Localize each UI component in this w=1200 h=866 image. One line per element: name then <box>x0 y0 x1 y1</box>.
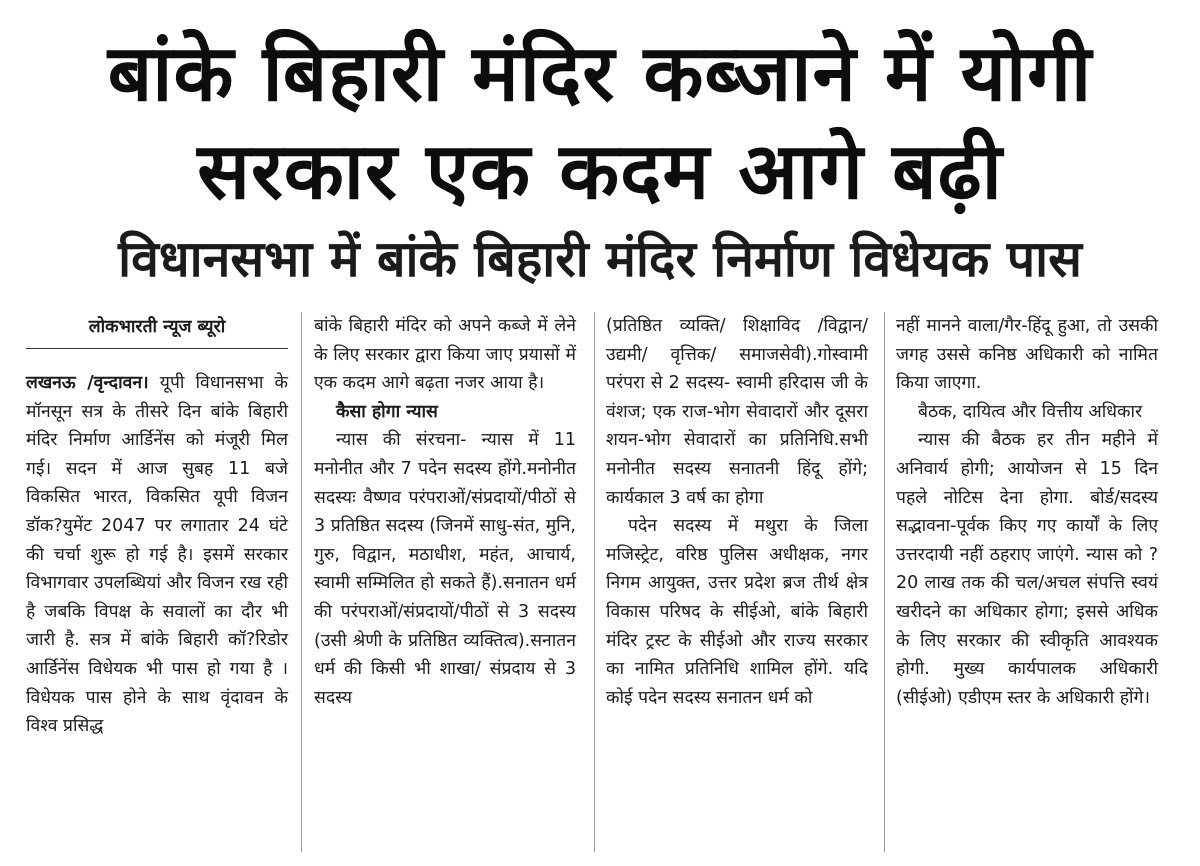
column-divider <box>884 312 885 852</box>
byline-divider <box>26 348 288 349</box>
paragraph-1: यूपी विधानसभा के मॉनसून सत्र के तीसरे दिन बांके बिहारी मंदिर निर्माण आर्डिनेंस को मंजूरी मिल गई। सदन में आज सुबह 11 बजे विकसित भारत, विकसित यूपी विजन डॉक?युमेंट 2047 पर लगातार 24 घंटे की चर्चा शुरू हो गई है। इसमें सरकार विभागवार उपलब्धियां और विजन रख रही है जबकि विपक्ष के सवालों का दौर भी जारी है. सत्र में बांके बिहारी कॉ?रिडोर आर्डिनेंस विधेयक भी पास हो गया है । विधेयक पास होने के साथ वृंदावन के विश्व प्रसिद्ध <box>26 373 288 737</box>
subheadline: विधानसभा में बांके बिहारी मंदिर निर्माण विधेयक पास <box>118 230 1082 288</box>
column-divider <box>301 312 302 852</box>
lead-paragraph <box>26 369 288 741</box>
column-3 <box>606 312 868 852</box>
paragraph-6: नहीं मानने वाला/गैर-हिंदू हुआ, तो उसकी जगह उससे कनिष्ठ अधिकारी को नामित किया जाएगा. <box>896 316 1158 394</box>
paragraph-7: न्यास की बैठक हर तीन महीने में अनिवार्य होगी; आयोजन से 15 दिन पहले नोटिस देना होगा. बोर्ड/सदस्य सद्भावना-पूर्वक किए गए कार्यों के लिए उत्तरदायी नहीं ठहराए जाएंगे. न्यास को ?20 लाख तक की चल/अचल संपत्ति स्वयं खरीदने का अधिकार होगा; इससे अधिक के लिए सरकार की स्वीकृति आवश्यक होगी. मुख्य कार्यपालक अधिकारी (सीईओ) एडीएम स्तर के अधिकारी होंगे। <box>896 430 1158 708</box>
paragraph-4: (प्रतिष्ठित व्यक्ति/ शिक्षाविद /विद्वान/ उद्यमी/ वृत्तिक/ समाजसेवी).गोस्वामी परंपरा से 2 सदस्य- स्वामी हरिदास जी के वंशज; एक राज-भोग सेवादारों और दूसरा शयन-भोग सेवादारों का प्रतिनिधि.सभी मनोनीत सदस्य सनातनी हिंदू होंगे; कार्यकाल 3 वर्ष का होगा <box>606 316 868 508</box>
column-1 <box>26 312 288 852</box>
headline-line-1: बांके बिहारी मंदिर कब्जाने में योगी <box>107 29 1093 119</box>
paragraph-5: पदेन सदस्य में मथुरा के जिला मजिस्ट्रेट, वरिष्ठ पुलिस अधीक्षक, नगर निगम आयुक्त, उत्तर प्रदेश ब्रज तीर्थ क्षेत्र विकास परिषद के सीईओ, बांके बिहारी मंदिर ट्रस्ट के सीईओ और राज्य सरकार का नामित प्रतिनिधि शामिल होंगे. यदि कोई पदेन सदस्य सनातन धर्म को <box>606 516 868 708</box>
subheading-nyas: कैसा होगा न्यास <box>336 401 438 422</box>
column-divider <box>594 312 595 852</box>
dateline: लखनऊ /वृन्दावन। <box>26 373 149 393</box>
column-4 <box>896 312 1158 852</box>
subheading-meeting: बैठक, दायित्व और वित्तीय अधिकार <box>918 401 1143 422</box>
paragraph-2: बांके बिहारी मंदिर को अपने कब्जे में लेने के लिए सरकार द्वारा किया जाए प्रयासों में एक कदम आगे बढ़ता नजर आया है। <box>314 316 576 394</box>
paragraph-3: न्यास की संरचना- न्यास में 11 मनोनीत और 7 पदेन सदस्य होंगे.मनोनीत सदस्यः वैष्णव परंपराओं/संप्रदायों/पीठों से 3 प्रतिष्ठित सदस्य (जिनमें साधु-संत, मुनि, गुरु, विद्वान, मठाधीश, महंत, आचार्य, स्वामी सम्मिलित हो सकते हैं).सनातन धर्म की परंपराओं/संप्रदायों/पीठों से 3 सदस्य (उसी श्रेणी के प्रतिष्ठित व्यक्तित्व).सनातन धर्म की किसी भी शाखा/ संप्रदाय से 3 सदस्य <box>314 430 576 708</box>
byline: लोकभारती न्यूज ब्यूरो <box>88 317 226 337</box>
headline-line-2: सरकार एक कदम आगे बढ़ी <box>197 127 1003 217</box>
column-2 <box>314 312 576 852</box>
